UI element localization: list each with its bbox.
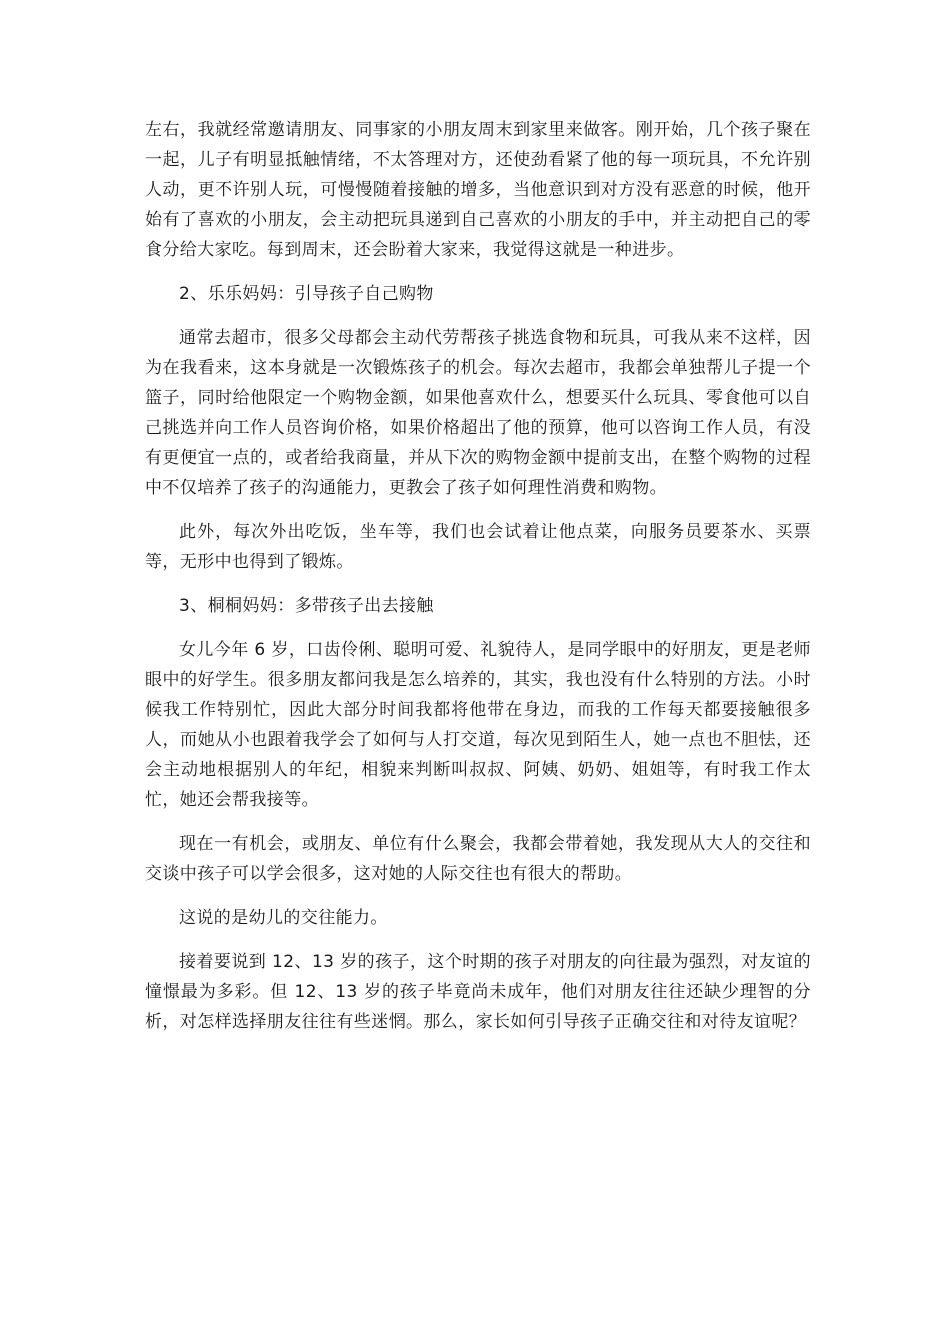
paragraph-teenagers: 接着要说到 12、13 岁的孩子，这个时期的孩子对朋友的向往最为强烈，对友谊的憧憬最为多彩。但 12、13 岁的孩子毕竟尚未成年，他们对朋友往往还缺少理智的分析，对怎样选择朋友往往有些迷惘。那么，家长如何引导孩子正确交往和对待友谊呢？ — [145, 952, 811, 1032]
paragraph-daughter: 女儿今年 6 岁，口齿伶俐、聪明可爱、礼貌待人，是同学眼中的好朋友，更是老师眼中的好学生。很多朋友都问我是怎么培养的，其实，我也没有什么特别的方法。小时候我工作特别忙，因此大部分时间我都将他带在身边，而我的工作每天都要接触很多人，而她从小也跟着我学会了如何与人打交道，每次见到陌生人，她一点也不胆怯，还会主动地根据别人的年纪，相貌来判断叫叔叔、阿姨、奶奶、姐姐等，有时我工作太忙，她还会帮我接等。 — [145, 640, 811, 810]
paragraph-gatherings: 现在一有机会，或朋友、单位有什么聚会，我都会带着她，我发现从大人的交往和交谈中孩子可以学会很多，这对她的人际交往也有很大的帮助。 — [145, 834, 811, 884]
paragraph-dining: 此外，每次外出吃饭，坐车等，我们也会试着让他点菜，向服务员要茶水、买票等，无形中也得到了锻炼。 — [145, 522, 811, 572]
paragraph-summary: 这说的是幼儿的交往能力。 — [179, 908, 388, 928]
document-page — [145, 115, 811, 1051]
section-heading-3: 3、桐桐妈妈：多带孩子出去接触 — [179, 596, 434, 616]
paragraph-continued: 左右，我就经常邀请朋友、同事家的小朋友周末到家里来做客。刚开始，几个孩子聚在一起，儿子有明显抵触情绪，不太答理对方，还使劲看紧了他的每一项玩具，不允许别人动，更不许别人玩，可慢慢随着接触的增多，当他意识到对方没有恶意的时候，他开始有了喜欢的小朋友，会主动把玩具递到自己喜欢的小朋友的手中，并主动把自己的零食分给大家吃。每到周末，还会盼着大家来，我觉得这就是一种进步。 — [145, 120, 811, 260]
paragraph-shopping: 通常去超市，很多父母都会主动代劳帮孩子挑选食物和玩具，可我从来不这样，因为在我看来，这本身就是一次锻炼孩子的机会。每次去超市，我都会单独帮儿子提一个篮子，同时给他限定一个购物金额，如果他喜欢什么，想要买什么玩具、零食他可以自己挑选并向工作人员咨询价格，如果价格超出了他的预算，他可以咨询工作人员，有没有更便宜一点的，或者给我商量，并从下次的购物金额中提前支出，在整个购物的过程中不仅培养了孩子的沟通能力，更教会了孩子如何理性消费和购物。 — [145, 328, 811, 498]
section-heading-2: 2、乐乐妈妈：引导孩子自己购物 — [179, 284, 434, 304]
